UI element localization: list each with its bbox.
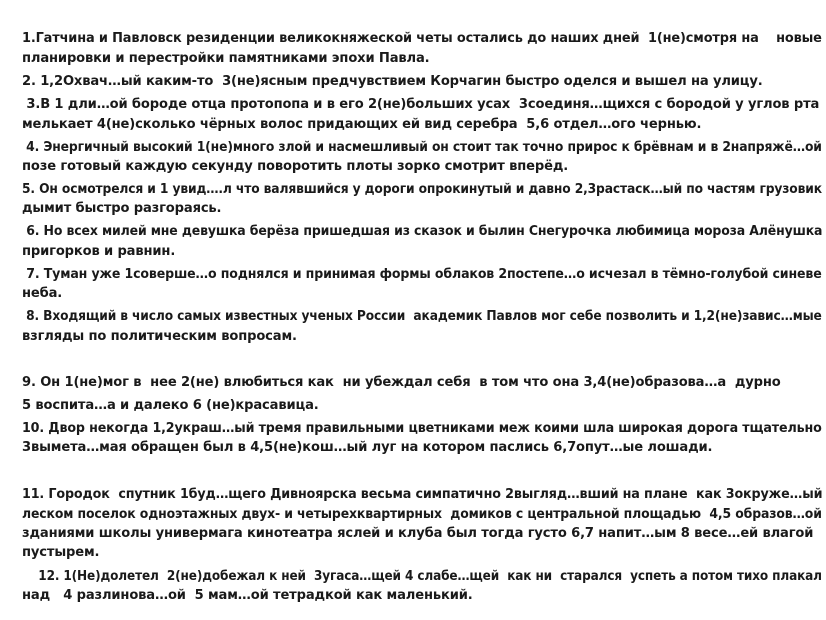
text-line: леском поселок одноэтажных двух- и четырехквартирных домиков с центральной площадью 4,5 образов…ой bbox=[22, 507, 822, 522]
text-line: 5. Он осмотрелся и 1 увид….л что валявшийся у дороги опрокинутый и давно 2,3растаск…ый по частям грузовик bbox=[22, 182, 822, 197]
text-line: 7. Туман уже 1соверше…о поднялся и принимая формы облаков 2постепе…о исчезал в тёмно-голубой синеве bbox=[22, 267, 822, 282]
text-line: 9. Он 1(не)мог в нее 2(не) влюбиться как ни убеждал себя в том что она 3,4(не)образова…а дурно bbox=[22, 375, 781, 390]
text-line: зданиями школы универмага кинотеатра яслей и клуба был тогда густо 6,7 напит…ым 8 весе…ей влагой bbox=[22, 526, 814, 541]
text-line: взгляды по политическим вопросам. bbox=[22, 329, 297, 344]
text-line: 12. 1(Не)долетел 2(не)добежал к ней 3угаса…щей 4 слабе…щей как ни старался успеть а потом тихо плакал bbox=[22, 569, 822, 584]
text-line: пригорков и равнин. bbox=[22, 244, 176, 259]
text-line: мелькает 4(не)сколько чёрных волос придающих ей вид серебра 5,6 отдел…ого чернью. bbox=[22, 117, 702, 132]
text-line: 3вымета…мая обращен был в 4,5(не)кош…ый луг на котором паслись 6,7опут…ые лошади. bbox=[22, 440, 713, 455]
text-line: планировки и перестройки памятниками эпохи Павла. bbox=[22, 51, 430, 66]
text-line: 6. Но всех милей мне девушка берёза пришедшая из сказок и былин Снегурочка любимица мороза Алёнушка bbox=[22, 224, 823, 239]
text-line: 10. Двор некогда 1,2украш…ый тремя правильными цветниками меж коими шла широкая дорога тщательно bbox=[22, 421, 822, 436]
text-line: 3.В 1 дли…ой бороде отца протопопа и в его 2(не)больших усах 3соединя…щихся с бородой у углов рта bbox=[22, 97, 820, 112]
text-line: 1.Гатчина и Павловск резиденции великокняжеской четы остались до наших дней 1(не)смотря на новые bbox=[22, 31, 822, 46]
text-line: неба. bbox=[22, 286, 63, 301]
text-line: 2. 1,2Охвач…ый каким-то 3(не)ясным предчувствием Корчагин быстро оделся и вышел на улицу. bbox=[22, 74, 763, 89]
text-line: над 4 разлинова…ой 5 мам…ой тетрадкой как маленький. bbox=[22, 588, 473, 603]
text-line: позе готовый каждую секунду поворотить плоты зорко смотрит вперёд. bbox=[22, 159, 569, 174]
text-line: 5 воспита…а и далеко 6 (не)красавица. bbox=[22, 398, 319, 413]
text-line: 11. Городок спутник 1буд…щего Дивноярска весьма симпатично 2выгляд…вший на плане как 3окруже…ый bbox=[22, 487, 823, 502]
text-line: дымит быстро разгораясь. bbox=[22, 201, 222, 216]
text-line: 4. Энергичный высокий 1(не)много злой и насмешливый он стоит так точно прирос к брёвнам и в 2напряжё…ой bbox=[22, 140, 822, 155]
text-line: 8. Входящий в число самых известных ученых России академик Павлов мог себе позволить и 1,2(не)завис…мые bbox=[22, 309, 822, 324]
text-line: пустырем. bbox=[22, 545, 100, 560]
